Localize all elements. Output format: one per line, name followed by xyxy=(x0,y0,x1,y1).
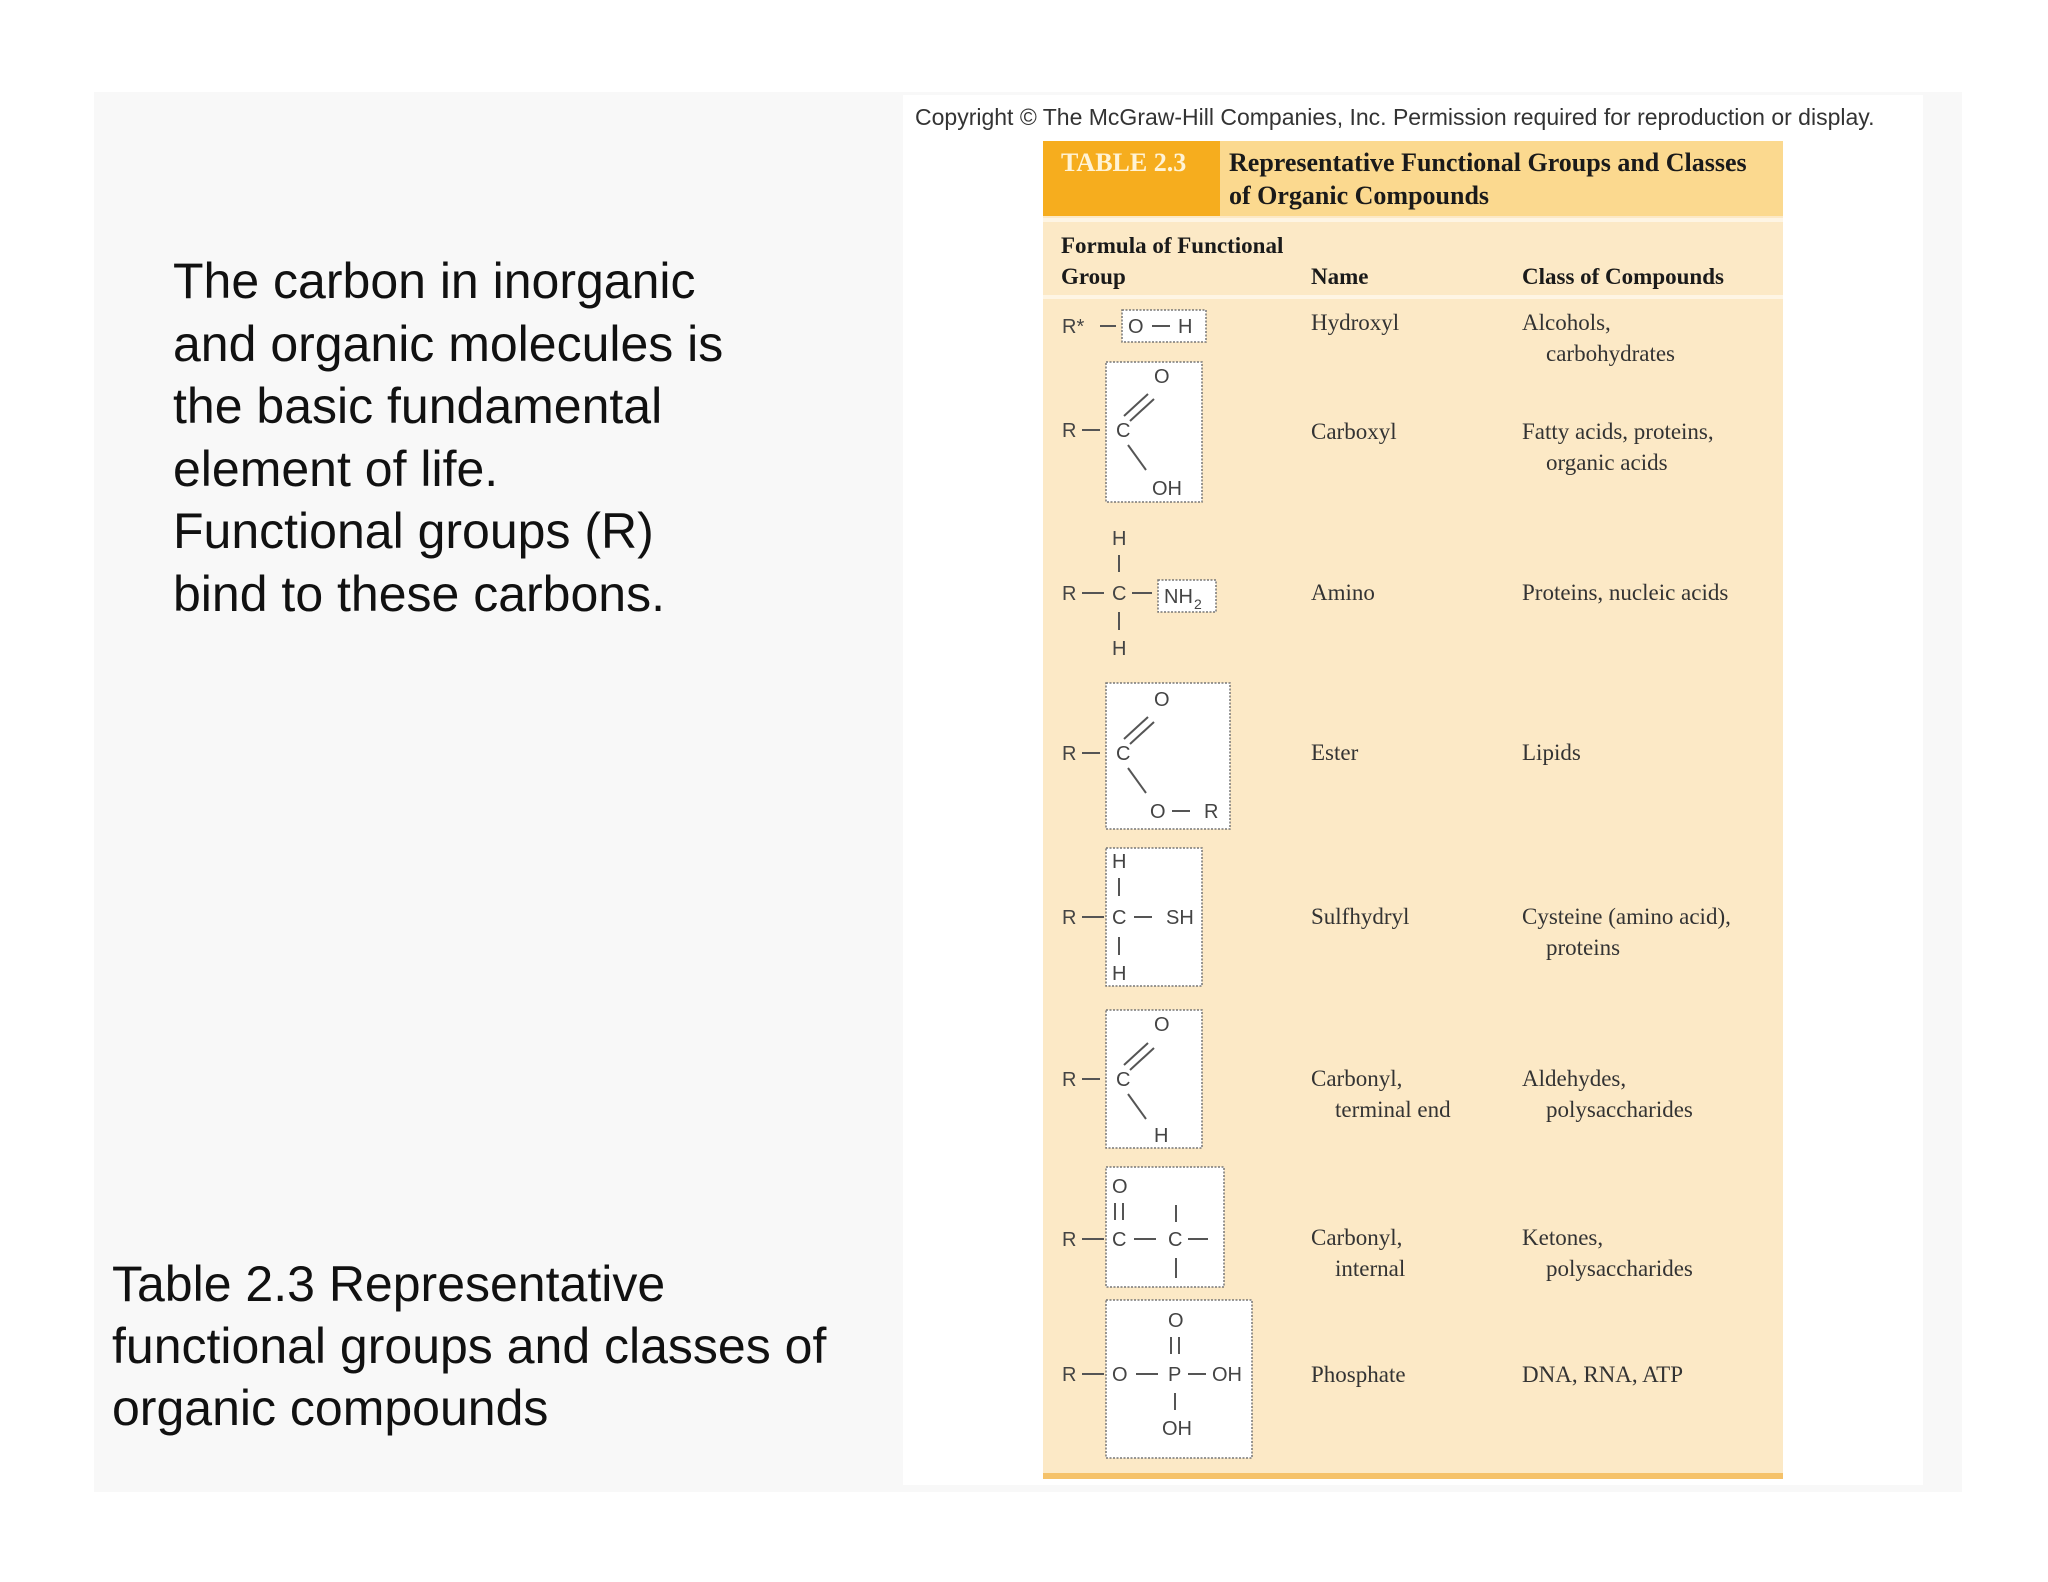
atom-r-star: R* xyxy=(1062,316,1085,338)
row-3-class: Proteins, nucleic acids xyxy=(1522,580,1729,605)
subscript-2: 2 xyxy=(1194,596,1202,612)
atom-c: C xyxy=(1112,583,1127,605)
atom-oh: OH xyxy=(1162,1418,1192,1440)
row-8-class: DNA, RNA, ATP xyxy=(1522,1362,1684,1387)
row-6-class-line2: polysaccharides xyxy=(1546,1097,1693,1122)
row-5-name: Sulfhydryl xyxy=(1311,904,1410,929)
atom-c: C xyxy=(1168,1229,1183,1251)
row-1-class-line1: Alcohols, xyxy=(1522,310,1611,335)
formula-ester xyxy=(1062,683,1230,829)
row-5-class xyxy=(1522,901,1731,963)
row-6-class xyxy=(1522,1063,1693,1125)
atom-h: H xyxy=(1178,316,1193,338)
atom-nh: NH xyxy=(1164,586,1193,608)
row-1-name: Hydroxyl xyxy=(1311,310,1400,335)
atom-o: O xyxy=(1150,801,1166,823)
atom-o: O xyxy=(1128,316,1144,338)
row-6-name-line2: terminal end xyxy=(1335,1097,1451,1122)
atom-p: P xyxy=(1168,1364,1182,1386)
row-2-class-line1: Fatty acids, proteins, xyxy=(1522,419,1714,444)
formula-carboxyl xyxy=(1062,362,1202,502)
row-1-class xyxy=(1522,307,1675,369)
row-2-name: Carboxyl xyxy=(1311,419,1397,444)
row-7-class xyxy=(1522,1222,1693,1284)
row-6-name-line1: Carbonyl, xyxy=(1311,1066,1403,1091)
formula-sulfhydryl xyxy=(1062,848,1202,986)
atom-h: H xyxy=(1112,638,1127,660)
atom-h: H xyxy=(1154,1125,1169,1147)
copyright-notice: Copyright © The McGraw-Hill Companies, Inc. Permission required for reproduction or display. xyxy=(915,104,1875,130)
atom-r: R xyxy=(1062,1229,1077,1251)
row-7-class-line2: polysaccharides xyxy=(1546,1256,1693,1281)
atom-o: O xyxy=(1112,1176,1128,1198)
functional-group-formulas xyxy=(1043,0,1293,1480)
column-header-name: Name xyxy=(1311,264,1369,289)
row-5-class-line1: Cysteine (amino acid), xyxy=(1522,904,1731,929)
row-7-name xyxy=(1311,1222,1405,1284)
row-3-name: Amino xyxy=(1311,580,1375,605)
table-label: TABLE 2.3 xyxy=(1061,148,1187,177)
formula-carbonyl-internal xyxy=(1062,1167,1224,1287)
row-8-name: Phosphate xyxy=(1311,1362,1406,1387)
row-4-class: Lipids xyxy=(1522,740,1581,765)
atom-c: C xyxy=(1116,420,1131,442)
atom-oh: OH xyxy=(1212,1364,1242,1386)
row-7-name-line1: Carbonyl, xyxy=(1311,1225,1403,1250)
formula-carbonyl-terminal xyxy=(1062,1010,1202,1148)
formula-hydroxyl xyxy=(1062,310,1206,342)
column-header-class: Class of Compounds xyxy=(1522,264,1724,289)
atom-c: C xyxy=(1116,743,1131,765)
atom-o: O xyxy=(1154,1014,1170,1036)
atom-o: O xyxy=(1168,1310,1184,1332)
row-5-class-line2: proteins xyxy=(1546,935,1621,960)
atom-h: H xyxy=(1112,528,1127,550)
row-2-class xyxy=(1522,416,1714,478)
atom-sh: SH xyxy=(1166,907,1194,929)
atom-r: R xyxy=(1062,1364,1077,1386)
row-2-class-line2: organic acids xyxy=(1546,450,1668,475)
formula-amino xyxy=(1062,528,1216,660)
atom-r: R xyxy=(1062,743,1077,765)
table-title: Representative Functional Groups and Classes of Organic Compounds xyxy=(1229,148,1747,210)
atom-o: O xyxy=(1154,689,1170,711)
table-bottom-rule xyxy=(1043,1473,1783,1479)
atom-r: R xyxy=(1062,1069,1077,1091)
row-6-name xyxy=(1311,1063,1451,1125)
atom-r: R xyxy=(1062,907,1077,929)
atom-h: H xyxy=(1112,963,1127,985)
atom-r: R xyxy=(1204,801,1219,823)
formula-phosphate xyxy=(1062,1300,1252,1458)
atom-c: C xyxy=(1116,1069,1131,1091)
column-header-formula: Formula of Functional Group xyxy=(1061,233,1284,289)
figure-caption: Table 2.3 Representative functional groups and classes of organic compounds xyxy=(112,1256,827,1436)
row-4-name: Ester xyxy=(1311,740,1359,765)
row-1-class-line2: carbohydrates xyxy=(1546,341,1675,366)
atom-r: R xyxy=(1062,583,1077,605)
atom-r: R xyxy=(1062,420,1077,442)
atom-oh: OH xyxy=(1152,478,1182,500)
atom-o: O xyxy=(1112,1364,1128,1386)
atom-h: H xyxy=(1112,851,1127,873)
atom-o: O xyxy=(1154,366,1170,388)
atom-c: C xyxy=(1112,1229,1127,1251)
atom-c: C xyxy=(1112,907,1127,929)
row-7-name-line2: internal xyxy=(1335,1256,1406,1281)
row-6-class-line1: Aldehydes, xyxy=(1522,1066,1627,1091)
slide-body-text: The carbon in inorganic and organic molecules is the basic fundamental element of life. Functional groups (R) bind to these carbons. xyxy=(173,253,724,622)
row-7-class-line1: Ketones, xyxy=(1522,1225,1604,1250)
